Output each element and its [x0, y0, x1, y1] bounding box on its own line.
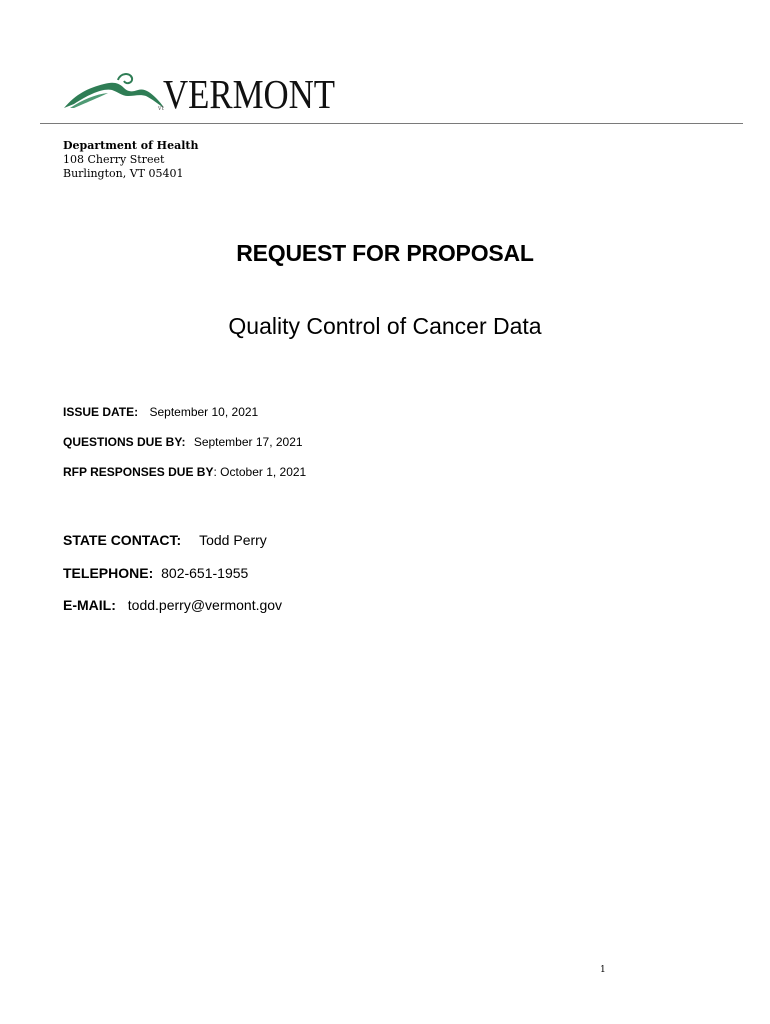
- responses-due-label: RFP RESPONSES DUE BY: [63, 465, 214, 479]
- svg-text:vt: vt: [158, 105, 164, 112]
- department-address: [63, 139, 198, 181]
- telephone-value: 802-651-1955: [161, 565, 249, 581]
- document-title: REQUEST FOR PROPOSAL: [236, 240, 534, 266]
- document-subtitle: Quality Control of Cancer Data: [228, 313, 542, 339]
- logo-text: VERMONT: [163, 71, 335, 117]
- responses-due-separator: :: [213, 465, 217, 479]
- telephone-label: TELEPHONE:: [63, 565, 154, 581]
- responses-due-row: [63, 465, 306, 479]
- state-contact-value: Todd Perry: [199, 532, 267, 548]
- questions-due-label: QUESTIONS DUE BY:: [63, 435, 186, 449]
- questions-due-value: September 17, 2021: [193, 435, 303, 449]
- vermont-logo: [62, 68, 337, 117]
- telephone-row: [63, 565, 248, 581]
- department-name: Department of Health: [63, 139, 199, 152]
- issue-date-value: September 10, 2021: [149, 405, 259, 419]
- address-city: Burlington, VT 05401: [63, 167, 184, 180]
- responses-due-value: October 1, 2021: [220, 465, 307, 479]
- email-row: [63, 597, 282, 613]
- page-number: 1: [600, 965, 606, 975]
- issue-date-label: ISSUE DATE:: [63, 405, 139, 419]
- email-value[interactable]: todd.perry@vermont.gov: [127, 597, 283, 613]
- questions-due-row: [63, 435, 303, 449]
- header-divider: [40, 123, 743, 124]
- state-contact-label: STATE CONTACT:: [63, 532, 182, 548]
- email-label: E-MAIL:: [63, 597, 116, 613]
- address-street: 108 Cherry Street: [63, 153, 165, 166]
- issue-date-row: [63, 405, 258, 419]
- state-contact-row: [63, 532, 267, 548]
